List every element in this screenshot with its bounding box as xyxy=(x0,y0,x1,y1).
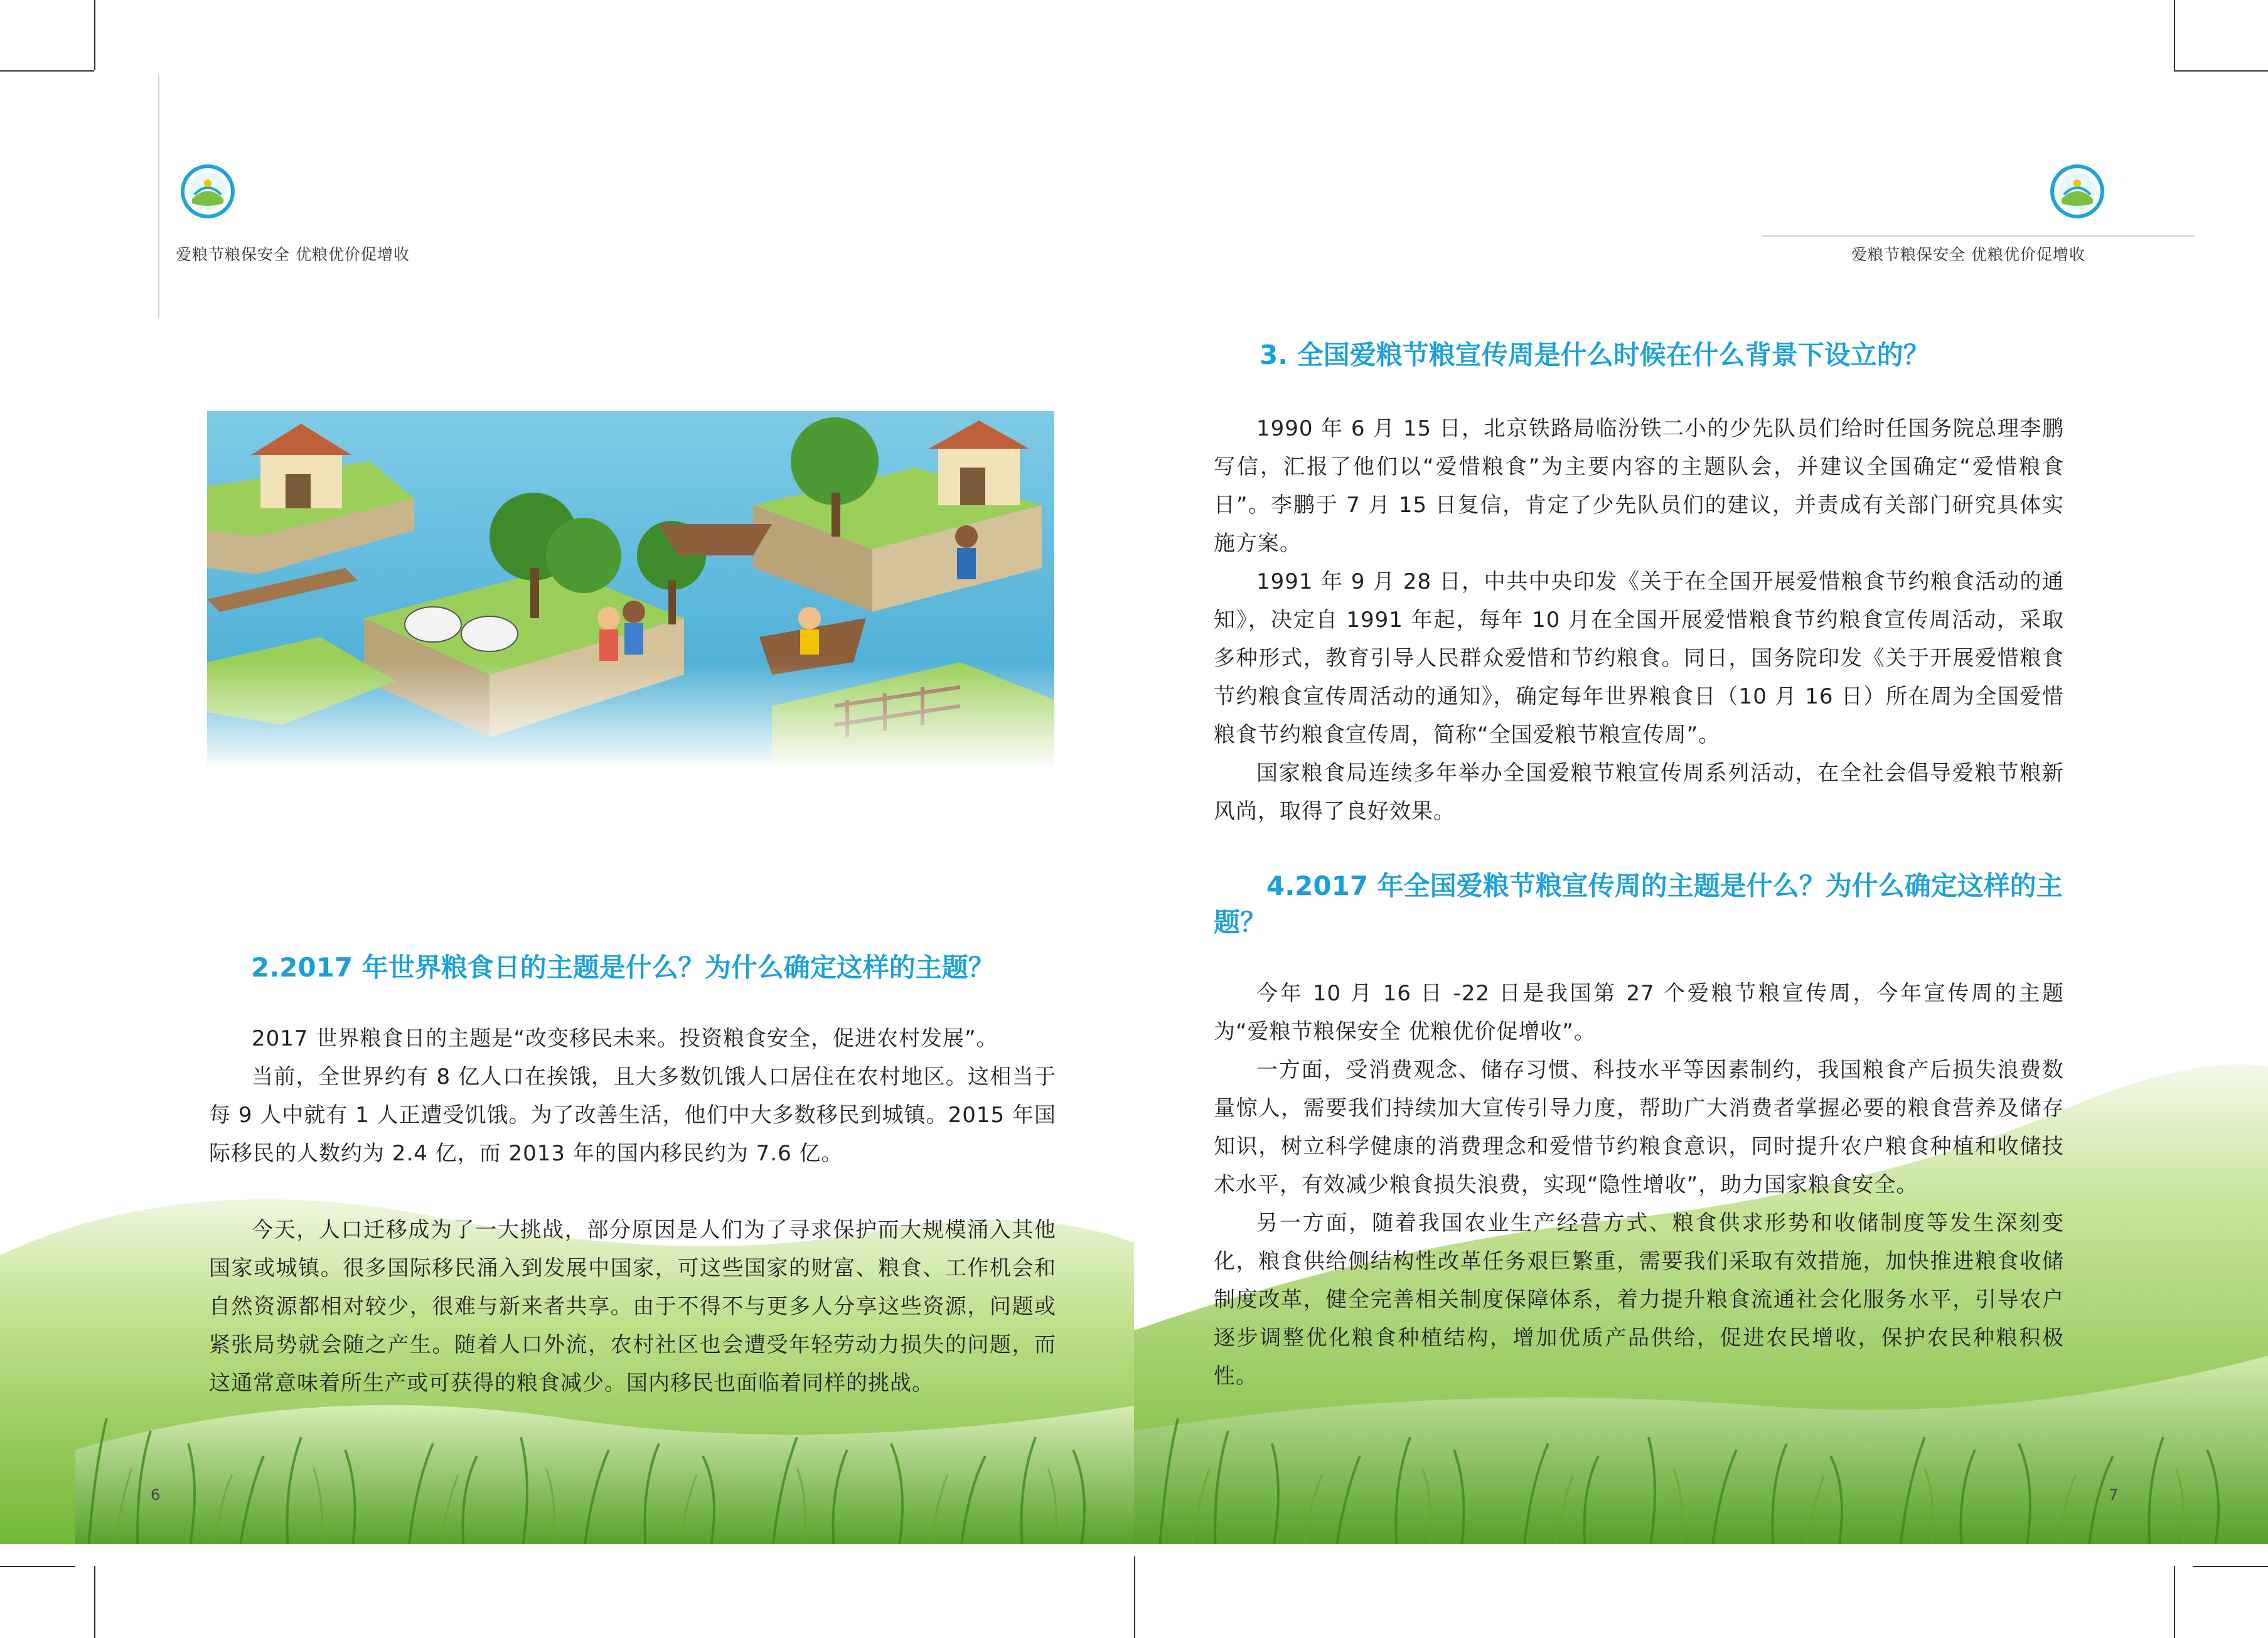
paragraph: 国家粮食局连续多年举办全国爱粮节粮宣传周系列活动，在全社会倡导爱粮节粮新风尚，取得了良好效果。 xyxy=(1214,761,2064,824)
crop-mark xyxy=(2174,70,2268,72)
header-rule xyxy=(1762,235,2195,237)
header-rule xyxy=(158,75,159,317)
crop-mark xyxy=(94,1566,95,1638)
paragraph: 2017 世界粮食日的主题是“改变移民未来。投资粮食安全，促进农村发展”。 xyxy=(252,1026,998,1051)
paragraph: 一方面，受消费观念、储存习惯、科技水平等因素制约，我国粮食产后损失浪费数量惊人，需要我们持续加大宣传引导力度，帮助广大消费者掌握必要的粮食营养及储存知识，树立科学健康的消费理念和爱惜节约粮食意识，同时提升农户粮食种植和收储技术水平，有效减少粮食损失浪费，实现“隐性增收”，助力国家粮食安全。 xyxy=(1214,1057,2064,1197)
right-page xyxy=(1134,0,2268,1638)
crop-mark xyxy=(2174,0,2175,70)
section-3-heading: 3. 全国爱粮节粮宣传周是什么时候在什么背景下设立的？ xyxy=(1260,340,1930,370)
village-illustration xyxy=(207,411,1054,769)
running-header: 爱粮节粮保安全 优粮优价促增收 xyxy=(176,245,410,264)
grain-logo-icon xyxy=(2050,164,2104,218)
paragraph: 今天，人口迁移成为了一大挑战，部分原因是人们为了寻求保护而大规模涌入其他国家或城镇。很多国际移民涌入到发展中国家，可这些国家的财富、粮食、工作机会和自然资源都相对较少，很难与新来者共享。由于不得不与更多人分享这些资源，问题或紧张局势就会随之产生。随着人口外流，农村社区也会遭受年轻劳动力损失的问题，而这通常意味着所生产或可获得的粮食减少。国内移民也面临着同样的挑战。 xyxy=(209,1218,1056,1396)
grain-logo-icon xyxy=(181,164,235,218)
section-2-heading: 2.2017 年世界粮食日的主题是什么？为什么确定这样的主题？ xyxy=(251,952,995,983)
section-2-body xyxy=(209,1020,1056,1403)
paragraph: 1991 年 9 月 28 日，中共中央印发《关于在全国开展爱惜粮食节约粮食活动的通知》，决定自 1991 年起，每年 10 月在全国开展爱惜粮食节约粮食宣传周活动，采取多种形式，教育引导人民群众爱惜和节约粮食。同日，国务院印发《关于开展爱惜粮食节约粮食宣传周活动的通知》，确定每年世界粮食日（10 月 16 日）所在周为全国爱惜粮食节约粮食宣传周，简称“全国爱粮节粮宣传周”。 xyxy=(1214,569,2064,747)
crop-mark xyxy=(1134,1556,1135,1638)
crop-mark xyxy=(2174,1566,2175,1638)
paragraph: 今年 10 月 16 日 -22 日是我国第 27 个爱粮节粮宣传周，今年宣传周的主题为“爱粮节粮保安全 优粮优价促增收”。 xyxy=(1214,981,2064,1044)
section-3-body xyxy=(1214,410,2064,831)
crop-mark xyxy=(2193,1566,2268,1567)
crop-mark xyxy=(94,0,95,70)
paragraph: 当前，全世界约有 8 亿人口在挨饿，且大多数饥饿人口居住在农村地区。这相当于每 9 人中就有 1 人正遭受饥饿。为了改善生活，他们中大多数移民到城镇。2015 年国际移民的人数约为 2.4 亿，而 2013 年的国内移民约为 7.6 亿。 xyxy=(209,1064,1056,1166)
paragraph: 1990 年 6 月 15 日，北京铁路局临汾铁二小的少先队员们给时任国务院总理李鹏写信，汇报了他们以“爱惜粮食”为主要内容的主题队会，并建议全国确定“爱惜粮食日”。李鹏于 7 月 15 日复信，肯定了少先队员们的建议，并责成有关部门研究具体实施方案。 xyxy=(1214,416,2064,556)
paragraph: 另一方面，随着我国农业生产经营方式、粮食供求形势和收储制度等发生深刻变化，粮食供给侧结构性改革任务艰巨繁重，需要我们采取有效措施，加快推进粮食收储制度改革，健全完善相关制度保障体系，着力提升粮食流通社会化服务水平，引导农户逐步调整优化粮食种植结构，增加优质产品供给，促进农民增收，保护农民种粮积极性。 xyxy=(1214,1211,2064,1389)
page-number: 6 xyxy=(151,1486,161,1504)
page-number: 7 xyxy=(2109,1486,2119,1504)
section-4-heading: 4.2017 年全国爱粮节粮宣传周的主题是什么？为什么确定这样的主题？ xyxy=(1214,870,2063,938)
section-4-body xyxy=(1214,975,2064,1396)
running-header: 爱粮节粮保安全 优粮优价促增收 xyxy=(1851,245,2085,264)
crop-mark xyxy=(0,1566,75,1567)
crop-mark xyxy=(0,70,94,72)
